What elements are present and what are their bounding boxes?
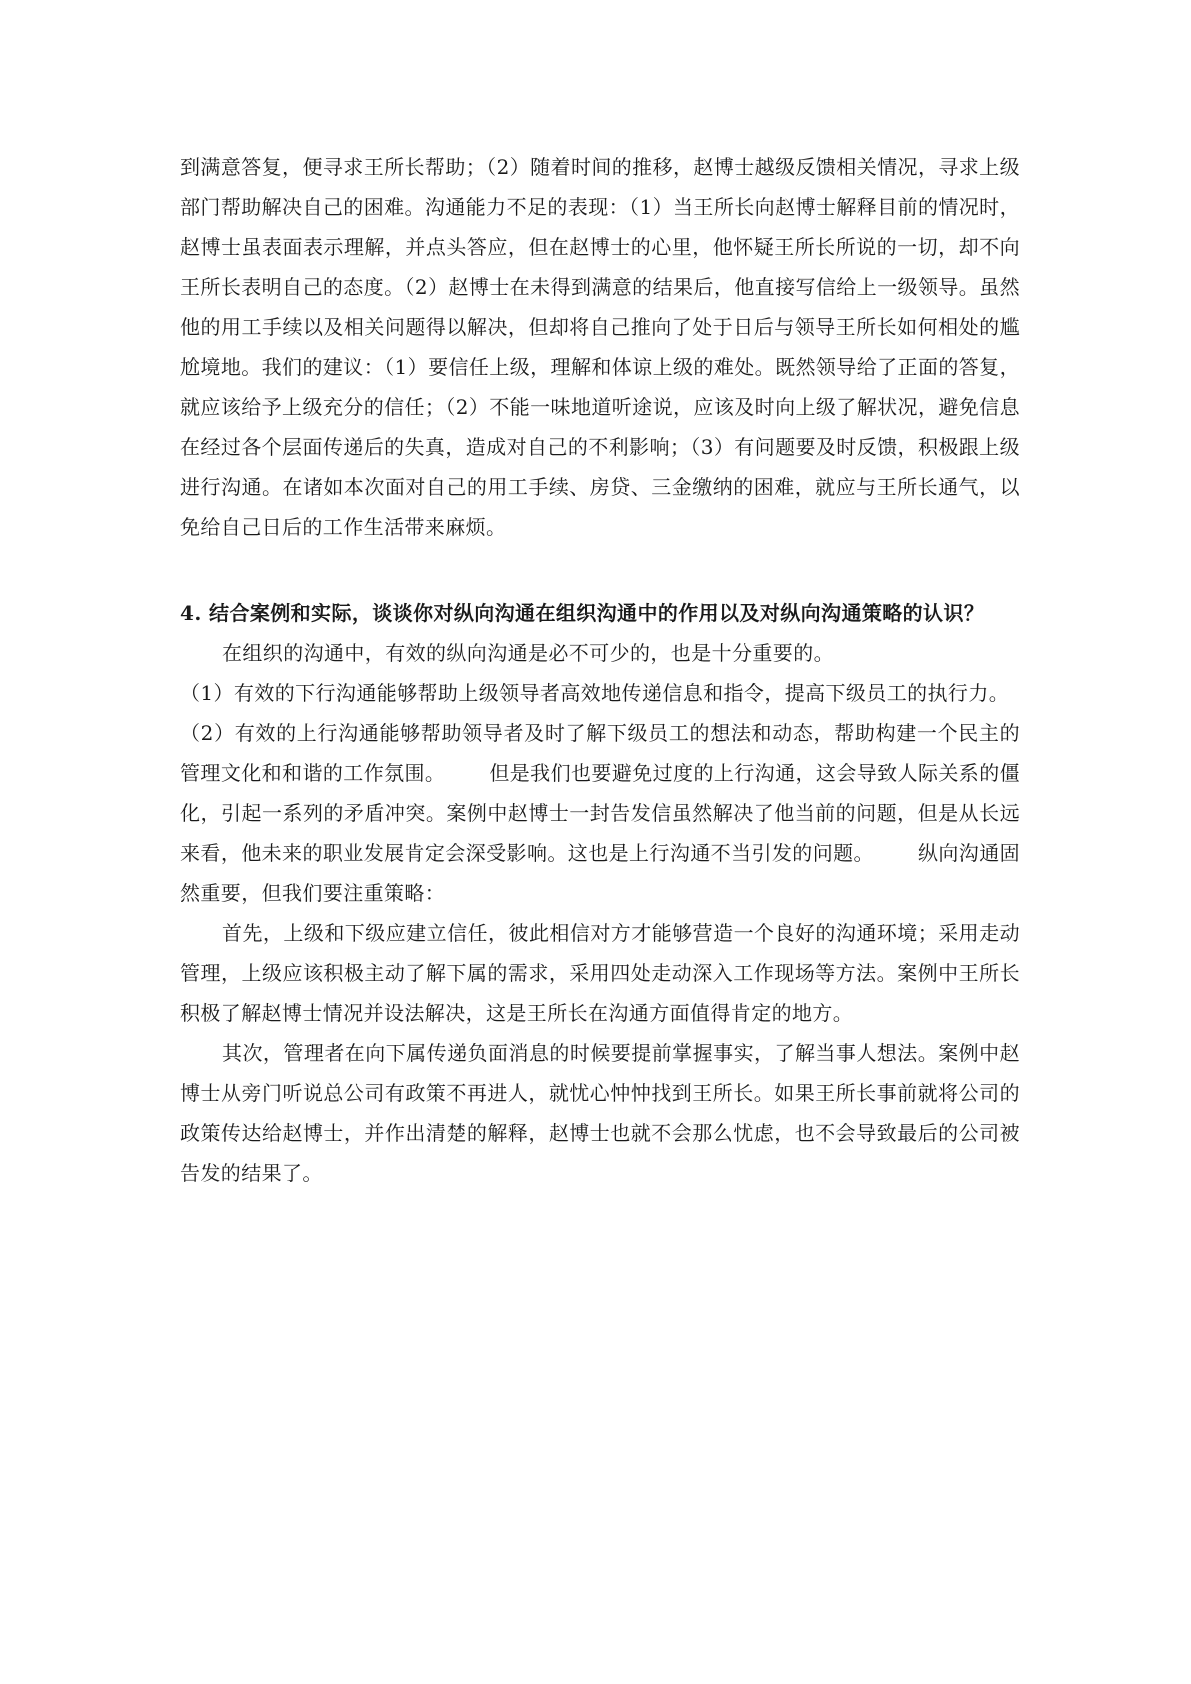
point-2-part-b: 但是我们也要避免过度的上行沟通，这会导致人际关系的僵化，引起一系列的矛盾冲突。案例中赵博士一封告发信虽然解决了他当前的问题，但是从长远来看，他未来的职业发展肯定会深受影响。这也是上行沟通不当引发的问题。 — [180, 761, 1021, 865]
paragraph-first-strategy: 首先，上级和下级应建立信任，彼此相信对方才能够营造一个良好的沟通环境；采用走动管理，上级应该积极主动了解下属的需求，采用四处走动深入工作现场等方法。案例中王所长积极了解赵博士情况并设法解决，这是王所长在沟通方面值得肯定的地方。 — [180, 921, 1020, 1025]
question-heading: 4. 结合案例和实际，谈谈你对纵向沟通在组织沟通中的作用以及对纵向沟通策略的认识？ — [180, 601, 985, 625]
paragraph-intro: 在组织的沟通中，有效的纵向沟通是必不可少的，也是十分重要的。 — [222, 641, 834, 665]
paragraph-analysis: 到满意答复，便寻求王所长帮助；（2）随着时间的推移，赵博士越级反馈相关情况，寻求上级部门帮助解决自己的困难。沟通能力不足的表现：（1）当王所长向赵博士解释目前的情况时，赵博士虽表面表示理解，并点头答应，但在赵博士的心里，他怀疑王所长所说的一切，却不向王所长表明自己的态度。（2）赵博士在未得到满意的结果后，他直接写信给上一级领导。虽然他的用工手续以及相关问题得以解决，但却将自己推向了处于日后与领导王所长如何相处的尴尬境地。我们的建议：（1）要信任上级，理解和体谅上级的难处。既然领导给了正面的答复，就应该给予上级充分的信任；（2）不能一味地道听途说，应该及时向上级了解状况，避免信息在经过各个层面传递后的失真，造成对自己的不利影响；（3）有问题要及时反馈，积极跟上级进行沟通。在诸如本次面对自己的用工手续、房贷、三金缴纳的困难，就应与王所长通气，以免给自己日后的工作生活带来麻烦。 — [180, 155, 1020, 539]
point-2-part-c: 纵向沟通固然重要，但我们要注重策略： — [180, 841, 1021, 905]
point-2-part-a: （2）有效的上行沟通能够帮助领导者及时了解下级员工的想法和动态，帮助构建一个民主的管理文化和和谐的工作氛围。 — [180, 721, 1020, 785]
paragraph-point-2 — [180, 713, 1020, 913]
paragraph-point-1: （1）有效的下行沟通能够帮助上级领导者高效地传递信息和指令，提高下级员工的执行力。 — [180, 681, 1010, 705]
document-body — [180, 147, 1020, 1193]
paragraph-second-strategy: 其次，管理者在向下属传递负面消息的时候要提前掌握事实，了解当事人想法。案例中赵博士从旁门听说总公司有政策不再进人，就忧心忡忡找到王所长。如果王所长事前就将公司的政策传达给赵博士，并作出清楚的解释，赵博士也就不会那么忧虑，也不会导致最后的公司被告发的结果了。 — [180, 1041, 1020, 1185]
